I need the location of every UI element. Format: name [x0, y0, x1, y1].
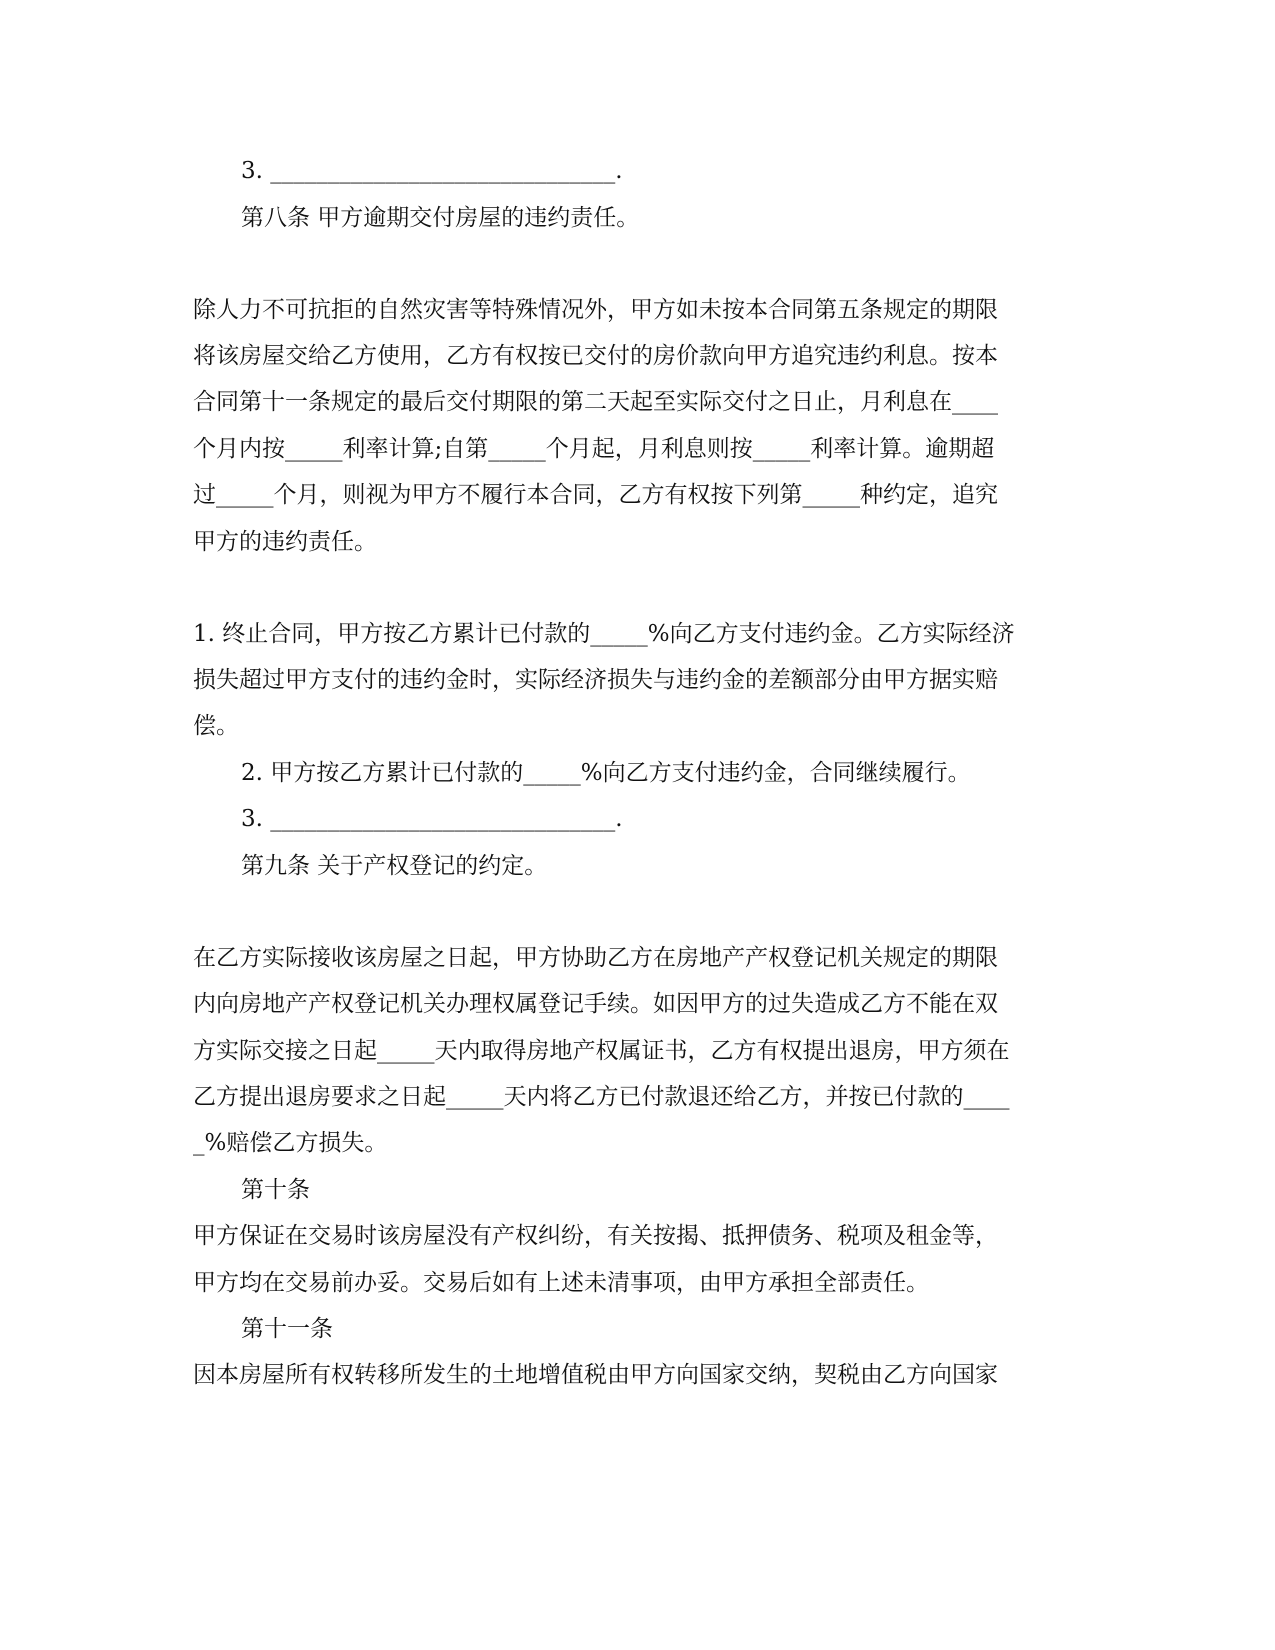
paragraph-line: 甲方均在交易前办妥。交易后如有上述未清事项，由甲方承担全部责任。	[193, 1270, 929, 1296]
paragraph-line: 甲方的违约责任。	[193, 529, 377, 555]
article-11-heading: 第十一条	[241, 1316, 333, 1342]
paragraph-line: 将该房屋交给乙方使用，乙方有权按已交付的房价款向甲方追究违约利息。按本	[193, 343, 998, 369]
list-item-3: 3. ______________________________.	[241, 806, 623, 832]
paragraph-line: 因本房屋所有权转移所发生的土地增值税由甲方向国家交纳，契税由乙方向国家	[193, 1362, 998, 1388]
paragraph-line: _%赔偿乙方损失。	[193, 1130, 388, 1156]
list-item-2: 2. 甲方按乙方累计已付款的_____%向乙方支付违约金，合同继续履行。	[241, 760, 971, 786]
blank-item-3: 3. ______________________________.	[241, 158, 623, 184]
paragraph-line: 方实际交接之日起_____天内取得房地产权属证书，乙方有权提出退房，甲方须在	[193, 1038, 1010, 1064]
paragraph-line: 过_____个月，则视为甲方不履行本合同，乙方有权按下列第_____种约定，追究	[193, 482, 998, 508]
paragraph-line: 个月内按_____利率计算;自第_____个月起，月利息则按_____利率计算。逾期超	[193, 436, 995, 462]
article-9-heading: 第九条 关于产权登记的约定。	[241, 853, 548, 879]
article-10-heading: 第十条	[241, 1177, 310, 1203]
paragraph-line: 合同第十一条规定的最后交付期限的第二天起至实际交付之日止，月利息在____	[193, 389, 998, 415]
paragraph-line: 在乙方实际接收该房屋之日起，甲方协助乙方在房地产产权登记机关规定的期限	[193, 945, 998, 971]
paragraph-line: 内向房地产产权登记机关办理权属登记手续。如因甲方的过失造成乙方不能在双	[193, 991, 998, 1017]
paragraph-line: 除人力不可抗拒的自然灾害等特殊情况外，甲方如未按本合同第五条规定的期限	[193, 297, 998, 323]
article-8-heading: 第八条 甲方逾期交付房屋的违约责任。	[241, 205, 640, 231]
paragraph-line: 甲方保证在交易时该房屋没有产权纠纷，有关按揭、抵押债务、税项及租金等，	[193, 1223, 998, 1249]
list-item-1-cont: 偿。	[193, 713, 239, 739]
paragraph-line: 乙方提出退房要求之日起_____天内将乙方已付款退还给乙方，并按已付款的____	[193, 1084, 1010, 1110]
list-item-1: 1. 终止合同，甲方按乙方累计已付款的_____%向乙方支付违约金。乙方实际经济	[193, 621, 1015, 647]
list-item-1-cont: 损失超过甲方支付的违约金时，实际经济损失与违约金的差额部分由甲方据实赔	[193, 667, 998, 693]
